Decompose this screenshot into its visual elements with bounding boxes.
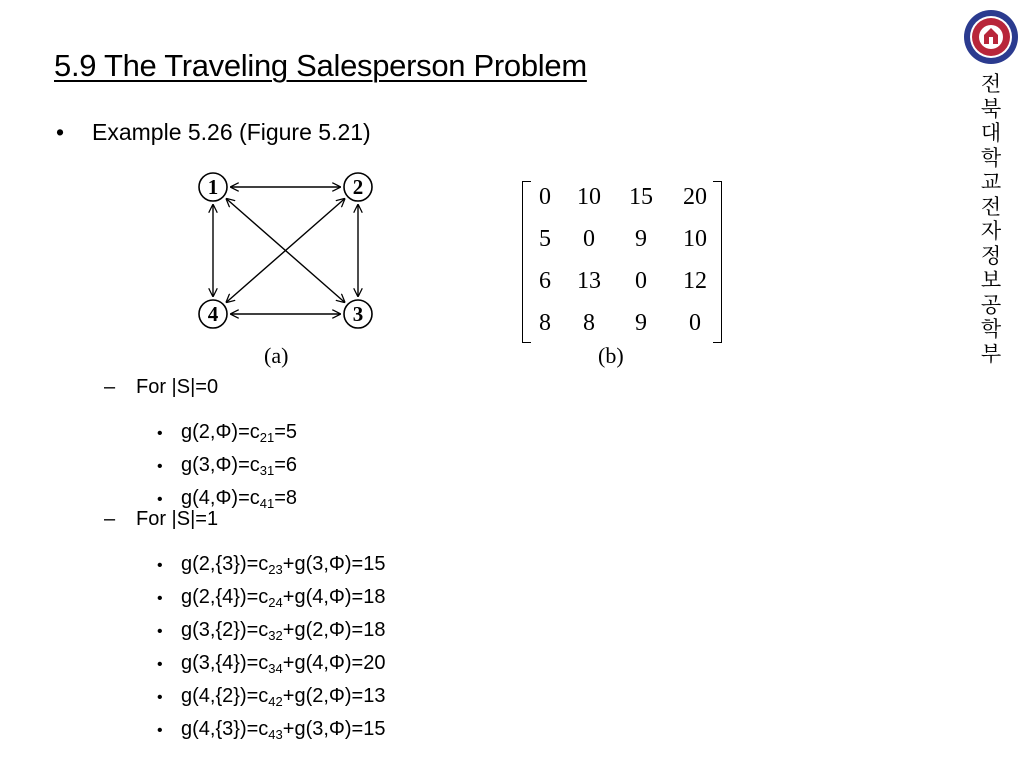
bullet-dot: •: [157, 557, 163, 574]
formula-item: [157, 652, 385, 676]
formula-text: g(2,Φ)=c: [181, 421, 260, 443]
graph-node-label: 1: [207, 175, 219, 199]
formula-subscript: 23: [268, 562, 283, 577]
dash-glyph: –: [104, 376, 116, 398]
tsp-graph-figure: [188, 164, 388, 339]
section-label: For |S|=0: [136, 376, 219, 398]
matrix-cell: 0: [689, 310, 701, 336]
graph-node-label: 3: [352, 302, 364, 326]
bullet-dot: •: [157, 491, 163, 508]
formula-item: [157, 421, 297, 445]
formula-text: =6: [274, 454, 298, 476]
bullet-dot: •: [157, 425, 163, 442]
formula-item: [157, 619, 385, 643]
main-bullet: [56, 119, 371, 146]
formula-subscript: 43: [268, 727, 283, 742]
bullet-dot: •: [157, 656, 163, 673]
formula-text: +g(3,Φ)=15: [282, 553, 386, 575]
formula-text: +g(3,Φ)=15: [282, 718, 386, 740]
formula-subscript: 21: [259, 430, 275, 445]
matrix-cell: 6: [539, 268, 551, 294]
formula-text: =8: [274, 487, 298, 509]
matrix-cell: 12: [683, 268, 707, 294]
matrix-cell: 13: [577, 268, 601, 294]
matrix-cell: 15: [629, 184, 653, 210]
formula-text: +g(4,Φ)=18: [282, 586, 386, 608]
formula-text: g(4,{3})=c: [181, 718, 269, 740]
graph-node-label: 2: [352, 175, 364, 199]
formula-text: +g(2,Φ)=13: [282, 685, 386, 707]
formula-subscript: 41: [259, 496, 275, 511]
formula-text: g(3,{4})=c: [181, 652, 269, 674]
formula-text: =5: [274, 421, 298, 443]
matrix-cell: 9: [635, 310, 647, 336]
formula-item: [157, 718, 385, 742]
matrix-cell: 8: [539, 310, 551, 336]
formula-text: +g(2,Φ)=18: [282, 619, 386, 641]
matrix-row: [522, 223, 722, 265]
matrix-row: [522, 181, 722, 223]
formula-subscript: 32: [268, 628, 283, 643]
formula-item: [157, 685, 385, 709]
bullet-dot: •: [157, 623, 163, 640]
formula-item: [157, 553, 385, 577]
section-s0-heading: [104, 376, 218, 399]
matrix-cell: 0: [635, 268, 647, 294]
bullet-dot: •: [157, 590, 163, 607]
formula-item: [157, 454, 297, 478]
formula-text: g(4,Φ)=c: [181, 487, 260, 509]
main-bullet-text: Example 5.26 (Figure 5.21): [92, 119, 371, 145]
cost-matrix: [522, 181, 722, 343]
matrix-cell: 8: [583, 310, 595, 336]
matrix-row: [522, 265, 722, 307]
formula-subscript: 31: [259, 463, 275, 478]
bullet-dot: •: [157, 689, 163, 706]
dash-glyph: –: [104, 508, 116, 530]
formula-item: [157, 586, 385, 610]
graph-node-label: 4: [207, 302, 219, 326]
bullet-dot: •: [56, 119, 65, 145]
formula-text: g(2,{4})=c: [181, 586, 269, 608]
formula-text: g(4,{2})=c: [181, 685, 269, 707]
matrix-cell: 0: [539, 184, 551, 210]
matrix-cell: 10: [577, 184, 601, 210]
matrix-cell: 10: [683, 226, 707, 252]
matrix-caption: (b): [598, 343, 624, 368]
matrix-cell: 9: [635, 226, 647, 252]
bullet-dot: •: [157, 458, 163, 475]
slide-title: 5.9 The Traveling Salesperson Problem: [54, 48, 587, 83]
formula-subscript: 24: [268, 595, 283, 610]
formula-subscript: 34: [268, 661, 283, 676]
formula-subscript: 42: [268, 694, 283, 709]
formula-text: g(3,{2})=c: [181, 619, 269, 641]
formula-text: g(3,Φ)=c: [181, 454, 260, 476]
matrix-cell: 5: [539, 226, 551, 252]
section-label: For |S|=1: [136, 508, 219, 530]
graph-caption: (a): [264, 343, 289, 368]
section-s1-heading: [104, 508, 218, 531]
formula-text: +g(4,Φ)=20: [282, 652, 386, 674]
matrix-cell: 20: [683, 184, 707, 210]
matrix-cell: 0: [583, 226, 595, 252]
bullet-dot: •: [157, 722, 163, 739]
university-department-label: 전북대학교 전자정보공학부: [980, 72, 1002, 366]
university-seal-logo: [962, 8, 1020, 66]
formula-text: g(2,{3})=c: [181, 553, 269, 575]
